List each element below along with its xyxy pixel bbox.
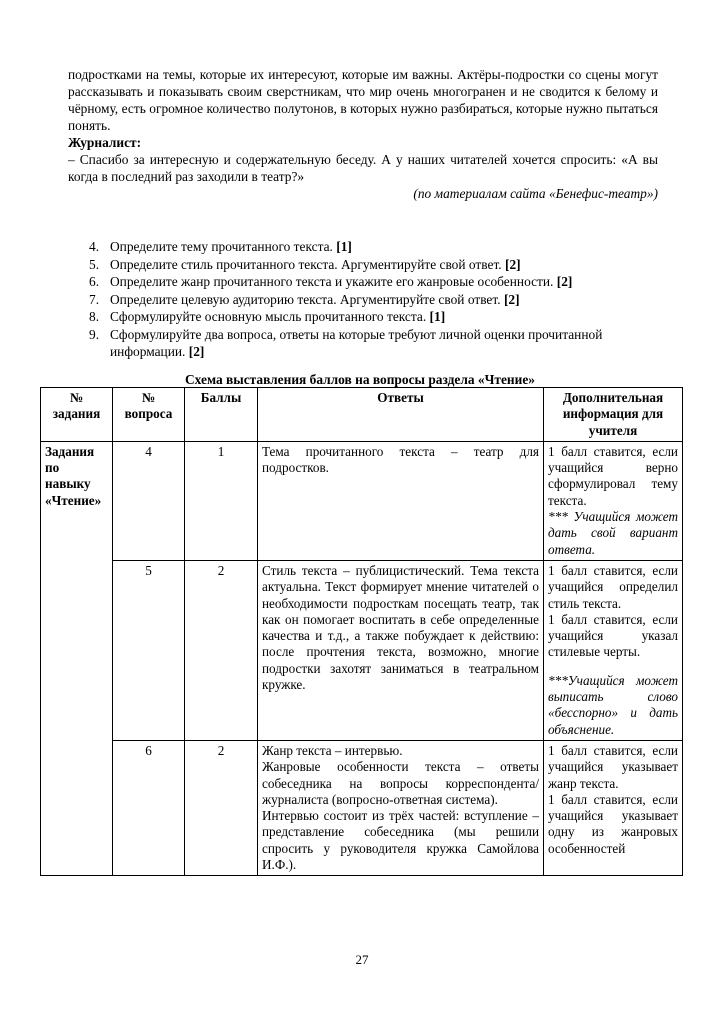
- intro-paragraph: подростками на темы, которые их интересуют, которые им важны. Актёры-подростки со сцены могут рассказывать и показывать своим сверстникам, что мир очень многогранен и не сводится к белому и чёрному, есть огромное количество полутонов, в которых нужно разбираться, которые нужно пытаться понять.: [68, 67, 658, 133]
- info-text: 1 балл ставится, если учащийся указывает одну из жанровых особенностей: [548, 791, 678, 856]
- info-text: 1 балл ставится, если учащийся определил стиль текста.: [548, 562, 678, 611]
- points-badge: [2]: [188, 344, 205, 359]
- closing-paragraph: – Спасибо за интересную и содержательную беседу. А у наших читателей хочется спросить: «А вы когда в последний раз заходили в театр?»: [68, 152, 658, 184]
- page-number: 27: [355, 952, 369, 967]
- teacher-info-cell: [544, 740, 683, 875]
- teacher-info-cell: [544, 441, 683, 560]
- question-item: 6. Определите жанр прочитанного текста и укажите его жанровые особенности. [2]: [89, 274, 573, 289]
- question-number-cell: 6: [113, 740, 185, 875]
- table-row: [41, 740, 683, 875]
- table-row: [41, 560, 683, 740]
- header-answers: Ответы: [258, 388, 544, 442]
- table-title: Схема выставления баллов на вопросы раздела «Чтение»: [185, 372, 535, 387]
- info-text: 1 балл ставится, если учащийся указал стилевые черты.: [548, 611, 678, 660]
- info-note: ***Учащийся может выписать слово «бесспорно» и дать объяснение.: [548, 672, 678, 737]
- question-number-cell: 5: [113, 560, 185, 740]
- intro-text: [68, 66, 658, 202]
- points-badge: [2]: [556, 274, 573, 289]
- source-citation: (по материалам сайта «Бенефис-театр»): [413, 186, 658, 201]
- question-item: 5. Определите стиль прочитанного текста. Аргументируйте свой ответ. [2]: [89, 256, 521, 272]
- points-badge: [1]: [429, 309, 446, 324]
- header-task-number: № задания: [41, 388, 113, 442]
- score-cell: 2: [185, 740, 258, 875]
- answer-cell: Жанр текста – интервью. Жанровые особенности текста – ответы собеседника на вопросы корреспондента/журналиста (вопросно-ответная система). Интервью состоит из трёх частей: вступление – представление собеседника (мы решили спросить у руководителя кружка Самойлова И.Ф.).: [258, 740, 544, 875]
- table-header-row: [41, 388, 683, 442]
- question-item: 7. Определите целевую аудиторию текста. Аргументируйте свой ответ. [2]: [89, 291, 520, 307]
- question-list: [68, 238, 658, 361]
- question-item: 8. Сформулируйте основную мысль прочитанного текста. [1]: [89, 309, 446, 324]
- question-item: 9. Сформулируйте два вопроса, ответы на которые требуют личной оценки прочитанной информации. [2]: [89, 326, 603, 359]
- header-question-number: № вопроса: [113, 388, 185, 442]
- score-cell: 2: [185, 560, 258, 740]
- task-group-cell: Задания по навыку «Чтение»: [41, 441, 113, 875]
- teacher-info-cell: [544, 560, 683, 740]
- header-teacher-info: Дополнительная информация для учителя: [544, 388, 683, 442]
- answer-cell: Тема прочитанного текста – театр для подростков.: [258, 441, 544, 560]
- table-row: [41, 441, 683, 560]
- header-score: Баллы: [185, 388, 258, 442]
- points-badge: [2]: [505, 256, 521, 272]
- answer-cell: Стиль текста – публицистический. Тема текста актуальна. Текст формирует мнение читателей о необходимости подросткам посещать театр, так как он помогает воспитать в себе определенные качества и т.д., а также побуждает к действию: после прочтения текста, возможно, многие подростки захотят заниматься в театральном кружке.: [258, 560, 544, 740]
- points-badge: [1]: [336, 239, 352, 254]
- question-number-cell: 4: [113, 441, 185, 560]
- scoring-table: [40, 387, 683, 876]
- info-note: *** Учащийся может дать свой вариант ответа.: [548, 509, 678, 557]
- score-cell: 1: [185, 441, 258, 560]
- info-text: 1 балл ставится, если учащийся указывает жанр текста.: [548, 742, 678, 791]
- info-text: 1 балл ставится, если учащийся верно сформулировал тему текста.: [548, 443, 678, 508]
- speaker-label: Журналист:: [68, 135, 142, 150]
- question-item: 4. Определите тему прочитанного текста. [1]: [89, 239, 352, 254]
- points-badge: [2]: [503, 291, 520, 307]
